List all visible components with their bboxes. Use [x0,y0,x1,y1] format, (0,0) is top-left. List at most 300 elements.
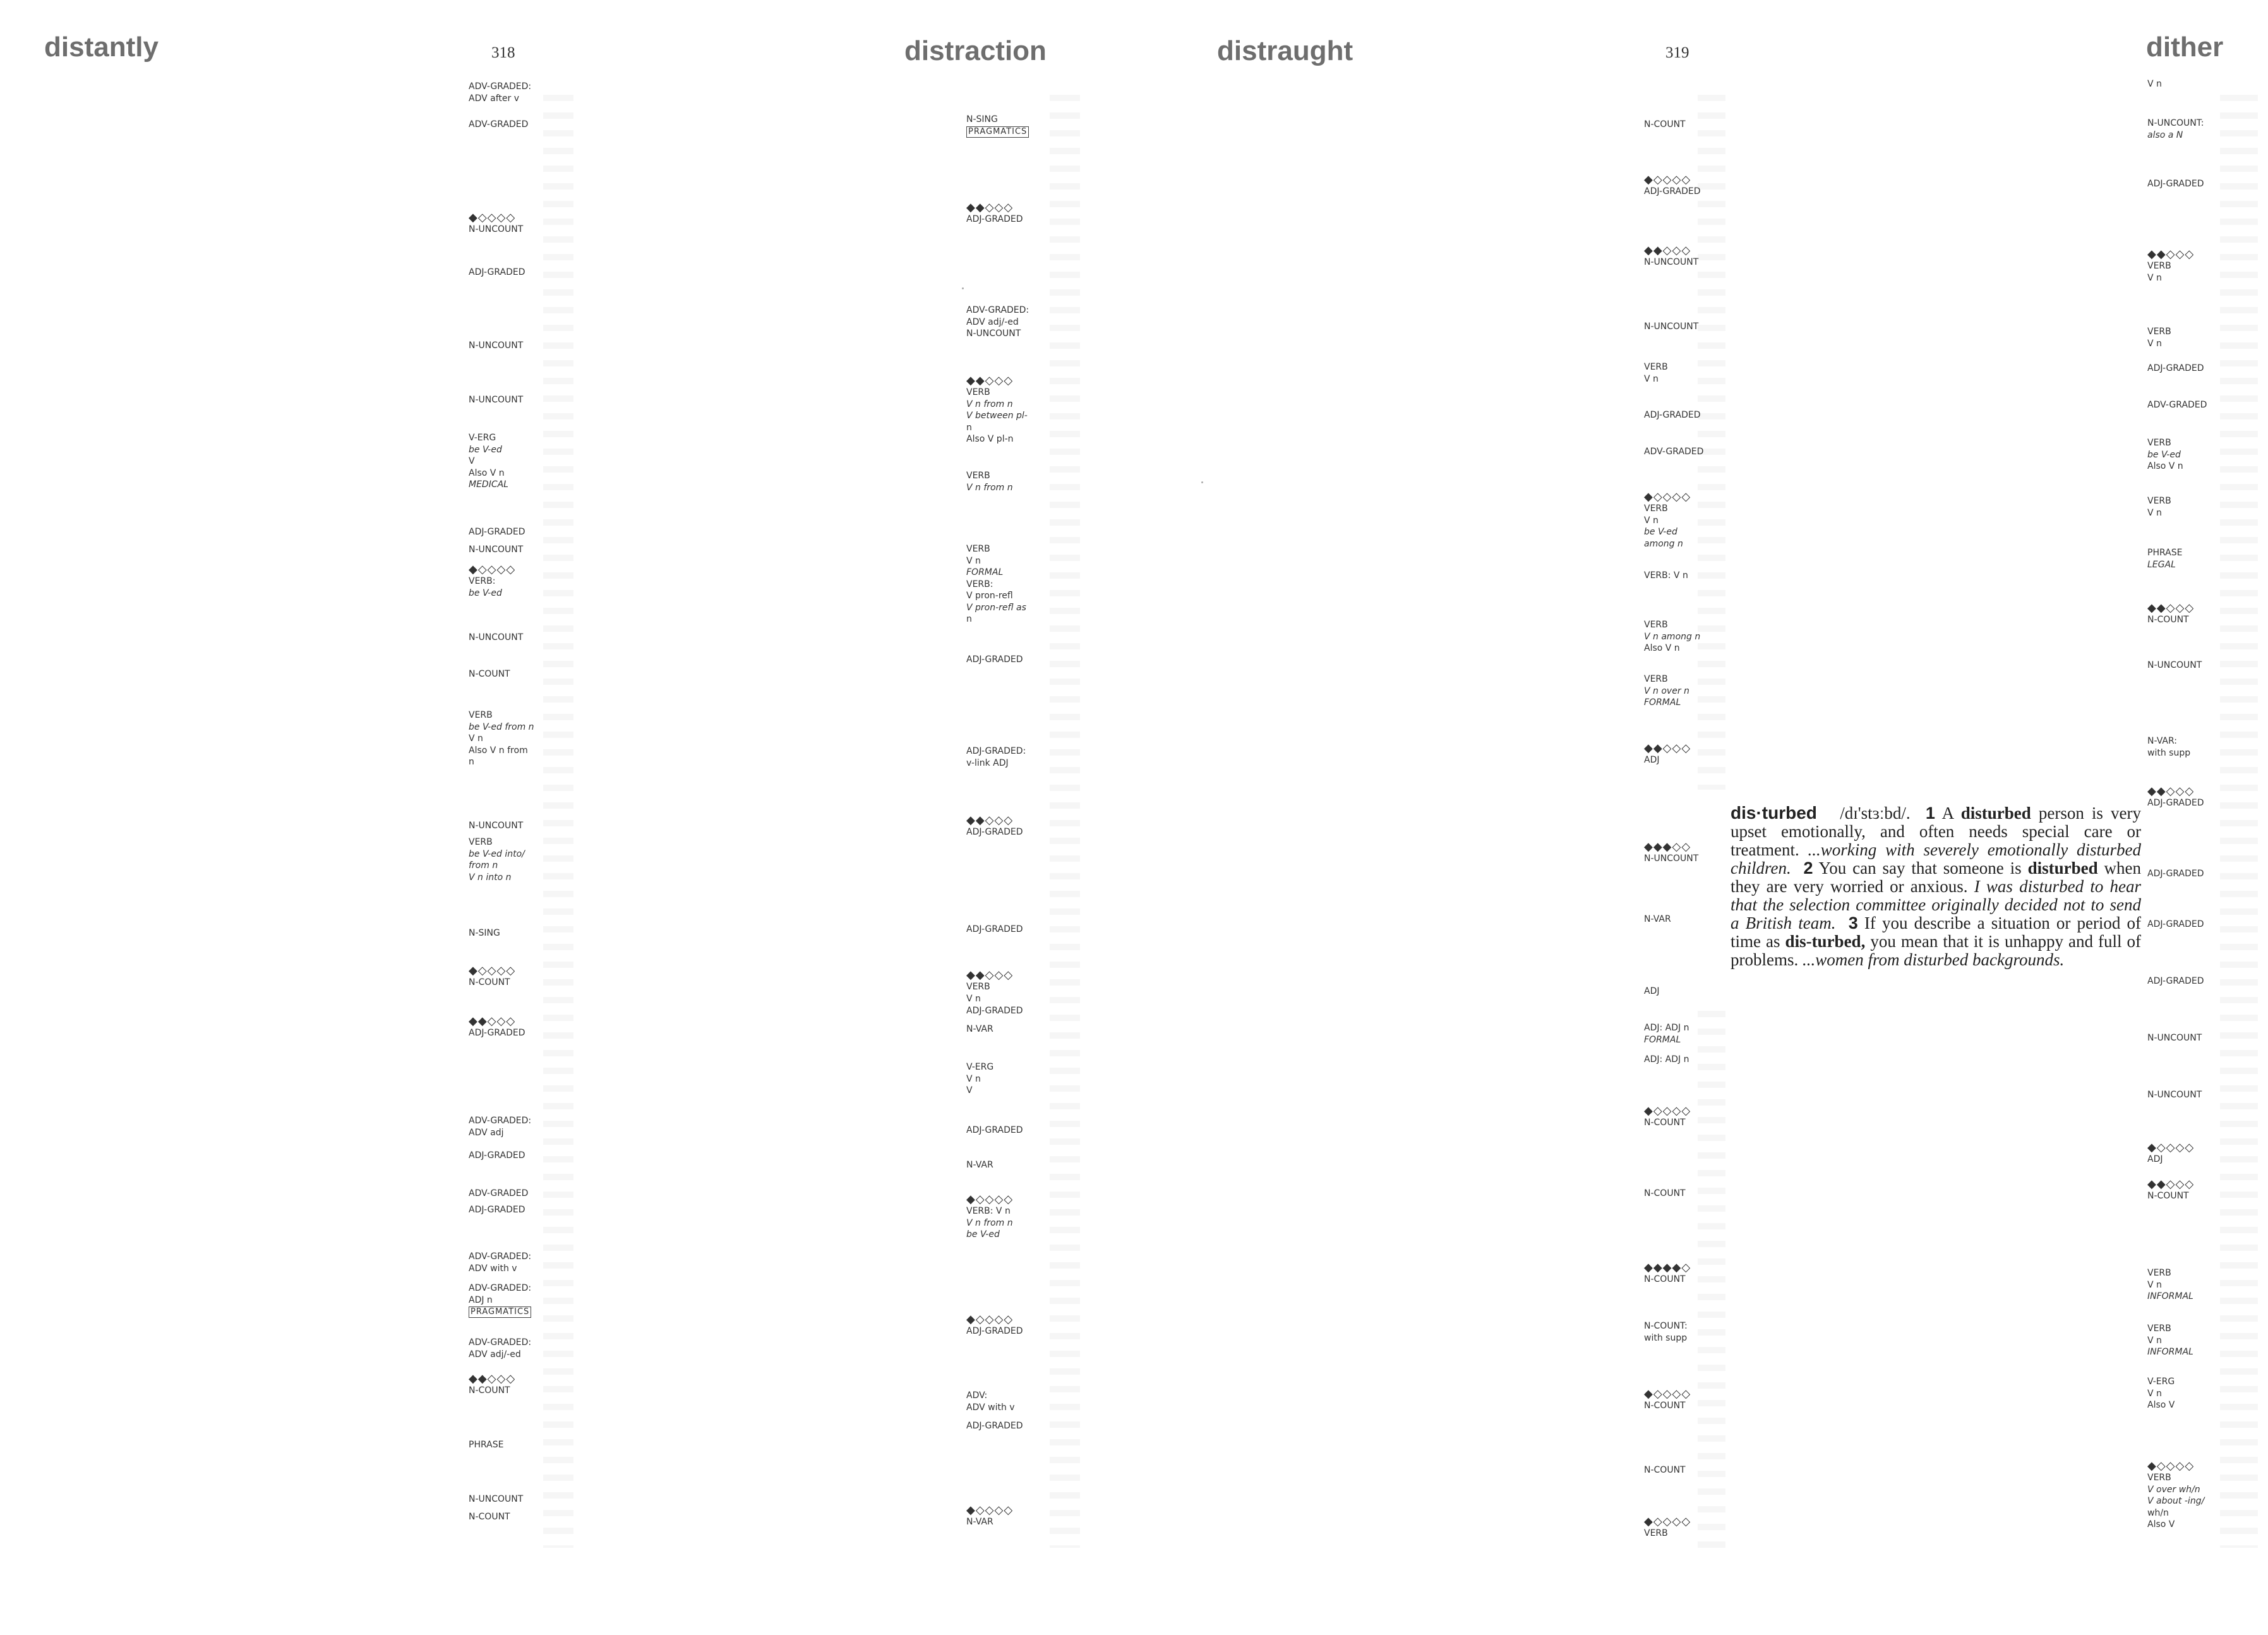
left-guide-word-last: distraction [904,35,1047,66]
grammar-note [469,394,523,406]
grammar-note [966,654,1023,666]
grammar-note [966,745,1026,769]
grammar-note [1644,119,1686,131]
grammar-line: VERB [966,982,990,992]
grammar-note [966,970,1013,1005]
grammar-note [966,1194,1013,1241]
speck [962,287,964,289]
grammar-line: n [966,614,972,624]
grammar-line: Also V n [1644,643,1680,653]
grammar-line: V n [2147,79,2162,89]
grammar-line: N-COUNT [1644,1118,1686,1128]
grammar-line: ADJ-GRADED [1644,186,1701,196]
grammar-note [1644,743,1691,766]
grammar-note [469,1150,525,1162]
sense-text: person is very upset emotionally, and often needs special care or treatment. [1731,804,2142,859]
grammar-line: VERB [2147,261,2171,271]
frequency-diamonds: ◆◇◇◇◇ [1644,173,1691,186]
pragmatics-label: PRAGMATICS [966,126,1029,138]
grammar-note [966,1390,1015,1413]
grammar-line: n [966,422,972,433]
grammar-note [1644,245,1698,268]
grammar-note [966,1505,1013,1528]
grammar-line: ADV-GRADED: [469,1252,532,1262]
left-guide-word-first: distantly [44,32,159,63]
grammar-note [966,1005,1023,1017]
grammar-line: V n [469,733,483,744]
grammar-line: V n [2147,272,2162,283]
grammar-line: v-link ADJ [966,757,1009,768]
example: I was disturbed to hear that the selection committee originally decided not to send a British team. [1731,877,2141,932]
grammar-line: ADJ-GRADED [469,1028,525,1038]
grammar-line: N-SING [966,114,998,124]
grammar-note [2147,399,2207,411]
grammar-line: FORMAL [966,567,1004,577]
grammar-line: ADV-GRADED: [469,81,532,92]
grammar-line: be V-ed [1644,527,1677,537]
dictionary-entry-disturbed [1731,804,2141,969]
grammar-line: Also V n [2147,461,2183,471]
sense-text: A [1941,804,1953,823]
grammar-note [1644,492,1691,550]
grammar-line: be V-ed [2147,449,2181,460]
grammar-line: VERB: [966,579,993,589]
grammar-line: be V-ed from n [469,721,534,732]
right-guide-word-last: dither [2146,32,2224,63]
sense-number: 3 [1848,914,1858,932]
grammar-line: V n among n [1644,631,1701,642]
grammar-line: ADJ [2147,1154,2163,1164]
grammar-note [469,212,523,236]
grammar-line: be V-ed [966,1229,1000,1240]
grammar-line: ADV adj/-ed [469,1349,521,1360]
grammar-line: N-UNCOUNT: [2147,118,2204,128]
grammar-line: N-COUNT [469,1512,510,1522]
grammar-note [2147,363,2204,375]
grammar-note [1644,986,1660,998]
grammar-line: PHRASE [469,1440,504,1450]
grammar-note [1644,1516,1691,1540]
grammar-line: among n [1644,538,1683,549]
grammar-line: ADJ-GRADED [2147,363,2204,373]
grammar-line: VERB: [469,576,496,586]
grammar-note [469,1115,531,1138]
sense-bold: disturbed [2027,859,2098,878]
grammar-note [2147,178,2204,190]
grammar-note [2147,118,2204,141]
grammar-line: ADJ [1644,755,1660,765]
grammar-line: ADJ-GRADED [2147,179,2204,189]
frequency-diamonds: ◆◆◇◇◇ [1644,742,1691,755]
grammar-line: N-COUNT: [1644,1321,1688,1331]
grammar-line: ADJ-GRADED [966,924,1023,934]
sense-text: you mean that it is unhappy and full of problems. [1731,932,2142,969]
grammar-line: ADJ n [469,1294,493,1305]
grammar-line: VERB: V n [966,1206,1011,1216]
grammar-note [1644,1262,1691,1286]
grammar-line: FORMAL [1644,697,1681,708]
sense-number: 2 [1803,859,1813,878]
grammar-note [1644,1106,1691,1129]
grammar-line: V [966,1085,973,1095]
grammar-line: be V-ed into/ [469,848,525,859]
grammar-line: N-COUNT [2147,1191,2189,1201]
grammar-line: V n [2147,1279,2162,1290]
sense-text: You can say that someone is [1818,859,2022,878]
frequency-diamonds: ◆◇◇◇◇ [469,964,516,977]
grammar-line: N-VAR: [2147,736,2177,746]
grammar-note [2147,786,2204,809]
grammar-note [1644,842,1698,865]
grammar-line: ADJ: ADJ n [1644,1023,1689,1033]
grammar-line: N-SING [469,928,500,938]
frequency-diamonds: ◆◇◇◇◇ [1644,1104,1691,1118]
grammar-note [469,965,515,989]
grammar-note [966,1159,993,1171]
grammar-note [2147,919,2204,931]
grammar-line: VERB [469,710,493,720]
grammar-note [966,1125,1023,1137]
grammar-note [2147,78,2162,90]
grammar-line: V n from n [966,482,1013,493]
grammar-note [2147,249,2194,284]
grammar-line: V-ERG [966,1062,994,1072]
grammar-line: VERB [1644,1528,1668,1538]
grammar-line: ADJ-GRADED [2147,798,2204,808]
grammar-note [1644,361,1668,385]
frequency-diamonds: ◆◇◇◇◇ [469,211,516,224]
grammar-line: VERB [1644,504,1668,514]
grammar-line: V n [2147,507,2162,518]
grammar-line: ADJ-GRADED [469,527,525,537]
frequency-diamonds: ◆◆◇◇◇ [1644,244,1691,257]
grammar-line: N-UNCOUNT [1644,257,1699,267]
grammar-line: N-UNCOUNT [469,1494,524,1504]
grammar-line: n [469,757,474,767]
margin-column-right-1 [1644,119,1745,1635]
grammar-line: ADJ-GRADED [966,1421,1023,1431]
frequency-diamonds: ◆◆◇◇◇ [2147,248,2195,261]
grammar-line: ADV-GRADED [469,1188,529,1198]
grammar-line: from n [469,860,498,871]
speck [1201,481,1203,483]
grammar-line: ADJ-GRADED [966,655,1023,665]
grammar-line: also a N [2147,130,2183,140]
grammar-line: VERB [1644,362,1668,372]
grammar-line: N-COUNT [1644,1401,1686,1411]
grammar-line: N-VAR [1644,914,1671,924]
frequency-diamonds: ◆◇◇◇◇ [966,1504,1014,1517]
grammar-line: N-COUNT [2147,615,2189,625]
grammar-note [469,1251,531,1274]
grammar-line: N-UNCOUNT [469,341,524,351]
grammar-line: VERB [2147,1268,2171,1278]
grammar-note [966,924,1023,936]
grammar-note [2147,975,2204,987]
grammar-line: V n from n [966,399,1013,409]
grammar-line: N-UNCOUNT [469,395,524,405]
grammar-note [2147,603,2194,626]
grammar-note [966,1314,1023,1337]
grammar-note [2147,868,2204,880]
grammar-note [2147,1267,2193,1303]
grammar-line: ADV with v [469,1263,517,1274]
grammar-note [2147,1142,2194,1166]
grammar-note [2147,547,2182,570]
grammar-note [2147,495,2171,519]
grammar-note [469,1016,525,1039]
grammar-line: N-COUNT [469,1385,510,1396]
grammar-line: MEDICAL [469,480,508,490]
grammar-line: ADJ-GRADED [2147,919,2204,929]
grammar-note [1644,1320,1688,1344]
example: ...women from disturbed backgrounds. [1803,950,2065,969]
grammar-line: ADJ-GRADED [1644,410,1701,420]
grammar-note [469,1373,515,1397]
grammar-line: VERB [1644,674,1668,684]
grammar-line: ADV-GRADED: [469,1283,532,1293]
right-page-number: 319 [1665,44,1689,61]
grammar-note [469,927,500,939]
sense-bold: dis-turbed, [1785,932,1866,951]
pragmatics-label: PRAGMATICS [469,1306,531,1318]
frequency-diamonds: ◆◆◇◇◇ [966,814,1014,827]
grammar-line: ADJ-GRADED [966,214,1023,224]
grammar-note [469,1511,510,1523]
grammar-line: Also V n [469,468,505,478]
grammar-line: VERB [2147,327,2171,337]
grammar-line: be V-ed [469,588,502,598]
grammar-note [469,1439,503,1451]
grammar-line: VERB [966,544,990,554]
grammar-note [966,202,1023,226]
frequency-diamonds: ◆◆◇◇◇ [469,1372,516,1385]
grammar-note [469,820,523,832]
grammar-line: N-COUNT [469,669,510,679]
grammar-line: V pron-refl as [966,602,1026,613]
grammar-note [469,632,523,644]
grammar-line: ADV-GRADED: [469,1116,532,1126]
grammar-line: V n [2147,1335,2162,1346]
margin-column-right-2 [2147,78,2248,1595]
grammar-note [469,1188,528,1200]
grammar-note [469,119,528,131]
grammar-note [1644,446,1703,458]
grammar-note [469,526,525,538]
grammar-line: ADJ: ADJ n [1644,1054,1689,1065]
grammar-line: with supp [2147,747,2191,758]
margin-column-left-1 [469,81,570,1597]
frequency-diamonds: ◆◇◇◇◇ [1644,1387,1691,1401]
frequency-diamonds: ◆◆◆◇◇ [1644,840,1691,854]
grammar-line: ADV adj/-ed [966,317,1019,327]
grammar-line: VERB: V n [1644,570,1688,581]
frequency-diamonds: ◆◇◇◇◇ [966,1193,1014,1206]
grammar-line: VERB [469,837,493,847]
grammar-note [2147,660,2202,672]
grammar-note [469,1282,531,1318]
grammar-note [469,267,525,279]
grammar-line: ADJ-GRADED [469,267,525,277]
frequency-diamonds: ◆◆◆◆◇ [1644,1261,1691,1274]
grammar-line: N-UNCOUNT [469,545,524,555]
grammar-line: N-VAR [966,1024,993,1034]
grammar-note [2147,437,2183,473]
grammar-line: V-ERG [2147,1377,2175,1387]
grammar-line: ADJ-GRADED [469,1205,525,1215]
grammar-note [2147,1323,2193,1358]
grammar-note [966,114,1029,138]
grammar-note [469,709,534,768]
frequency-diamonds: ◆◆◇◇◇ [2147,1178,2195,1191]
grammar-note [966,543,1026,625]
pronunciation: /dɪ'stɜːbd/. [1840,804,1911,823]
grammar-note [966,375,1028,445]
grammar-note [1644,409,1701,421]
grammar-line: Also V [2147,1519,2175,1529]
grammar-note [1644,1188,1686,1200]
grammar-line: ADV-GRADED: [469,1337,532,1348]
grammar-line: ADV after v [469,93,519,104]
frequency-diamonds: ◆◇◇◇◇ [2147,1459,2195,1473]
grammar-line: N-VAR [966,1160,993,1170]
grammar-line: N-UNCOUNT [469,224,524,234]
grammar-line: ADV adj [469,1127,504,1138]
grammar-note [469,340,523,352]
grammar-line: N-COUNT [1644,1188,1686,1198]
grammar-line: V n [966,993,981,1004]
headword: dis·turbed [1731,803,1817,823]
frequency-diamonds: ◆◆◇◇◇ [966,968,1014,982]
grammar-note [469,836,525,883]
grammar-note [469,1337,531,1360]
grammar-note [966,1061,993,1097]
grammar-line: V n [1644,373,1659,384]
grammar-note [469,668,510,680]
grammar-note [469,1204,525,1216]
grammar-line: ADV-GRADED: [966,305,1029,315]
grammar-note [966,1023,993,1035]
grammar-line: ADJ-GRADED: [966,746,1026,756]
sense-text: when they are very worried or anxious. [1731,859,2142,896]
grammar-note [469,544,523,556]
grammar-line: N-UNCOUNT [2147,1090,2202,1100]
sense-number: 1 [1925,804,1935,823]
grammar-line: ADV: [966,1391,988,1401]
grammar-line: V n over n [1644,685,1689,696]
grammar-line: V pron-refl [966,591,1013,601]
grammar-note [1644,673,1689,709]
grammar-note [2147,1089,2202,1101]
grammar-line: ADJ-GRADED [966,1326,1023,1336]
frequency-diamonds: ◆◇◇◇◇ [966,1313,1014,1326]
grammar-note [1644,914,1671,926]
grammar-note [1644,1054,1689,1066]
example: ...working with severely emotionally disturbed children. [1731,840,2142,878]
grammar-note [1644,174,1701,198]
grammar-line: V about -ing/ [2147,1496,2205,1506]
grammar-note [1644,1464,1686,1476]
grammar-line: FORMAL [1644,1034,1681,1045]
grammar-line: V [469,456,475,466]
grammar-line: V n from n [966,1217,1013,1228]
grammar-note [469,81,531,104]
grammar-line: INFORMAL [2147,1347,2193,1357]
grammar-line: ADJ-GRADED [966,1006,1023,1016]
grammar-note [2147,735,2190,759]
sense-bold: disturbed [1960,804,2031,823]
grammar-line: N-UNCOUNT [1644,322,1699,332]
grammar-line: ADV-GRADED [2147,400,2207,410]
grammar-line: ADJ-GRADED [966,1125,1023,1135]
grammar-line: ADJ-GRADED [2147,976,2204,986]
frequency-diamonds: ◆◆◇◇◇ [2147,601,2195,615]
grammar-line: N-COUNT [1644,1465,1686,1475]
grammar-line: ADJ [1644,986,1660,996]
grammar-line: N-UNCOUNT [966,329,1021,339]
frequency-diamonds: ◆◆◇◇◇ [469,1015,516,1028]
grammar-line: INFORMAL [2147,1291,2193,1301]
grammar-note [966,470,1013,493]
grammar-line: ADV-GRADED [1644,447,1704,457]
grammar-line: PHRASE [2147,548,2183,558]
grammar-line: V n [966,1073,981,1084]
grammar-line: N-UNCOUNT [2147,1033,2202,1043]
grammar-note [1644,570,1688,582]
grammar-line: with supp [1644,1332,1688,1343]
grammar-line: V n [966,555,981,566]
grammar-note [469,564,515,599]
grammar-note [1644,321,1698,333]
grammar-line: VERB [2147,438,2171,448]
grammar-line: N-UNCOUNT [2147,660,2202,670]
grammar-note [1644,1022,1689,1046]
grammar-line: ADV with v [966,1402,1015,1413]
margin-column-left-2 [966,114,1067,1630]
grammar-note [2147,326,2171,349]
grammar-line: ADJ-GRADED [2147,869,2204,879]
frequency-diamonds: ◆◇◇◇◇ [2147,1141,2195,1154]
right-guide-word-first: distraught [1217,35,1353,66]
grammar-note [2147,1179,2194,1202]
grammar-line: VERB [2147,1473,2171,1483]
grammar-line: VERB [1644,620,1668,630]
grammar-line: V n into n [469,872,512,883]
grammar-note [1644,619,1700,655]
grammar-line: N-UNCOUNT [469,632,524,643]
grammar-line: N-VAR [966,1517,993,1527]
sense-text: If you describe a situation or period of time as [1731,914,2142,951]
grammar-line: VERB [966,387,990,397]
grammar-note [2147,1032,2202,1044]
grammar-line: LEGAL [2147,559,2176,570]
grammar-note [2147,1461,2204,1531]
grammar-line: VERB [2147,1324,2171,1334]
grammar-line: VERB [966,471,990,481]
grammar-line: V between pl- [966,411,1028,421]
grammar-line: V n [2147,338,2162,349]
frequency-diamonds: ◆◆◇◇◇ [2147,785,2195,798]
grammar-line: ADJ-GRADED [469,1150,525,1161]
grammar-line: N-COUNT [1644,1274,1686,1284]
frequency-diamonds: ◆◇◇◇◇ [1644,1515,1691,1528]
grammar-note [1644,1389,1691,1412]
frequency-diamonds: ◆◆◇◇◇ [966,374,1014,387]
grammar-note [966,1420,1023,1432]
grammar-note [966,815,1023,838]
grammar-note [469,432,508,491]
frequency-diamonds: ◆◇◇◇◇ [469,563,516,576]
